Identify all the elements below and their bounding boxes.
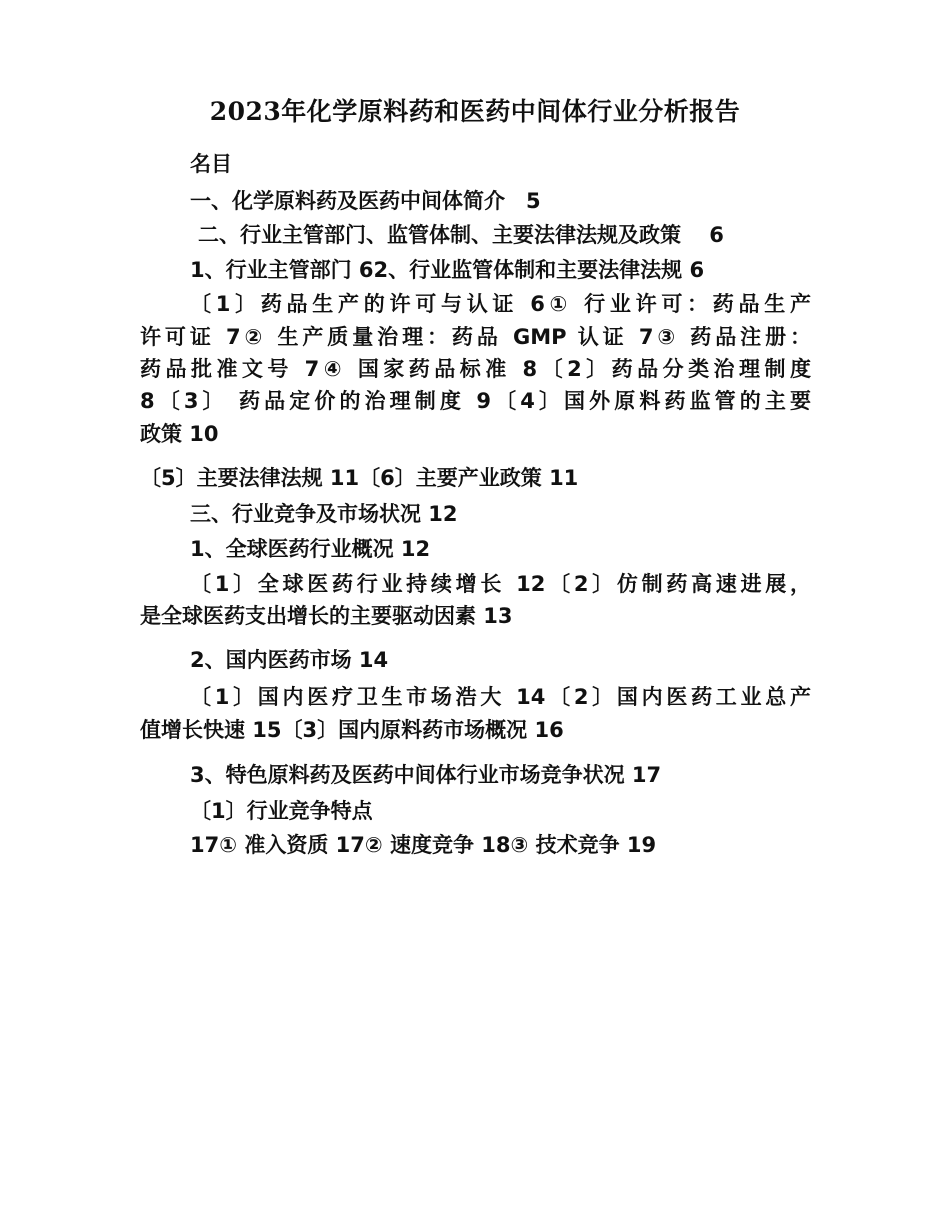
toc-line: 是全球医药支出增长的主要驱动因素 13 <box>140 604 513 628</box>
toc-line: 药品批准文号 7④ 国家药品标准 8〔2〕药品分类治理制度 <box>140 357 811 381</box>
toc-line: 二、行业主管部门、监管体制、主要法律法规及政策 6 <box>198 223 724 247</box>
toc-line: 1、全球医药行业概况 12 <box>190 537 431 561</box>
toc-line: 2、国内医药市场 14 <box>190 648 389 672</box>
toc-line: 〔1〕全球医药行业持续增长 12〔2〕仿制药高速进展， <box>190 572 811 596</box>
toc-line: 值增长快速 15〔3〕国内原料药市场概况 16 <box>140 718 564 742</box>
toc-line: 17① 准入资质 17② 速度竞争 18③ 技术竞争 19 <box>190 833 657 857</box>
toc-line: 〔1〕药品生产的许可与认证 6① 行业许可：药品生产 <box>190 292 811 316</box>
toc-line: 3、特色原料药及医药中间体行业市场竞争状况 17 <box>190 763 662 787</box>
toc-line: 8〔3〕 药品定价的治理制度 9〔4〕国外原料药监管的主要 <box>140 389 811 413</box>
toc-line: 〔1〕国内医疗卫生市场浩大 14〔2〕国内医药工业总产 <box>190 685 811 709</box>
toc-line: 一、化学原料药及医药中间体简介 5 <box>190 189 541 213</box>
toc-line: 三、行业竞争及市场状况 12 <box>190 502 458 526</box>
toc-line: 1、行业主管部门 62、行业监管体制和主要法律法规 6 <box>190 258 705 282</box>
toc-heading: 名目 <box>190 152 232 176</box>
toc-line: 许可证 7② 生产质量治理：药品 GMP 认证 7③ 药品注册： <box>140 325 811 349</box>
toc-line: 政策 10 <box>140 422 219 446</box>
document-title: 2023年化学原料药和医药中间体行业分析报告 <box>209 97 741 126</box>
toc-line: 〔1〕行业竞争特点 <box>190 799 373 823</box>
toc-line: 〔5〕主要法律法规 11〔6〕主要产业政策 11 <box>140 466 579 490</box>
